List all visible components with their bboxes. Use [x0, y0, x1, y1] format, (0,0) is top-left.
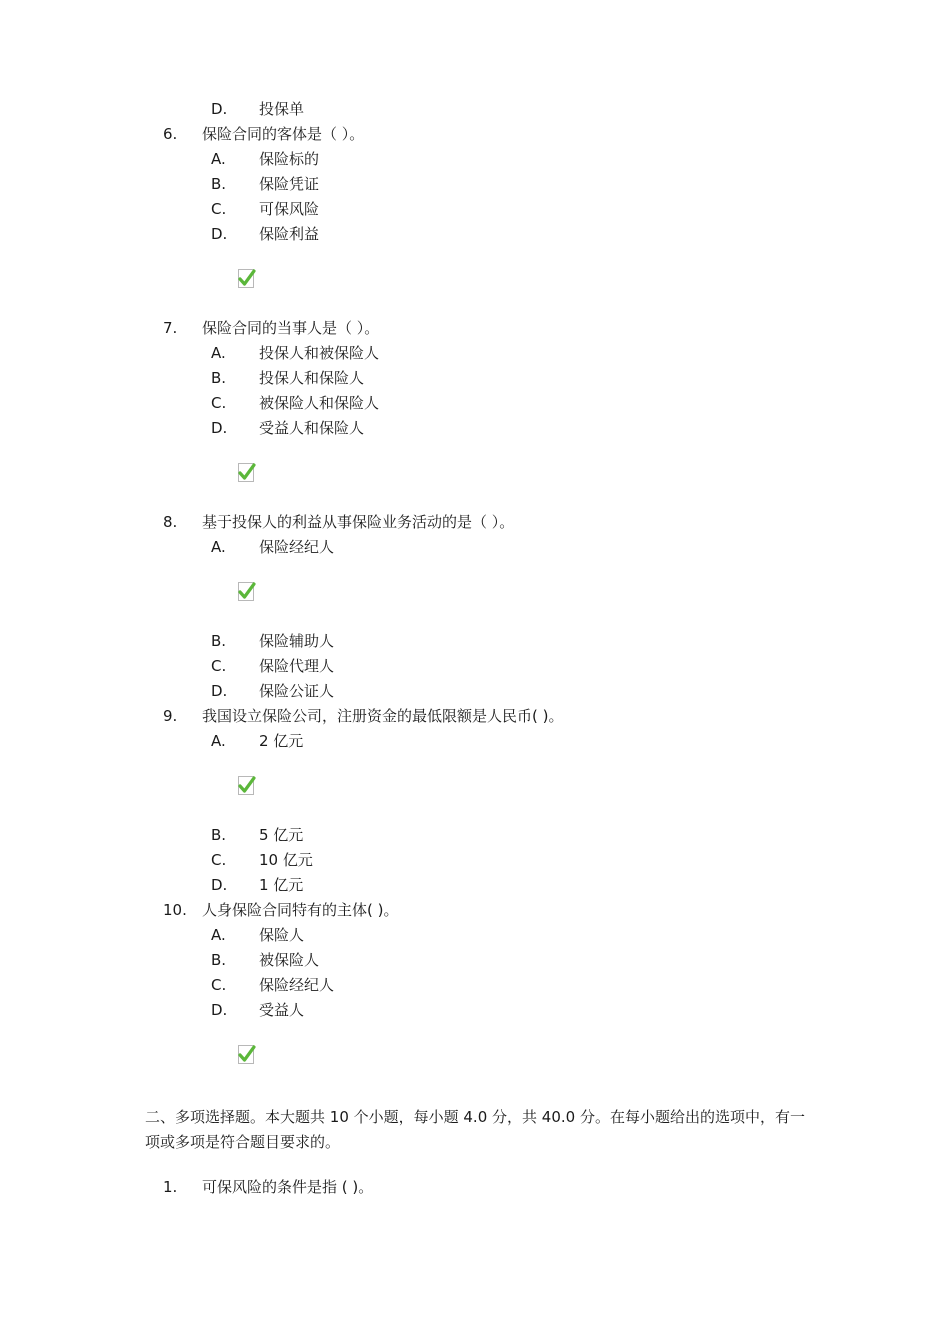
option-row — [0, 629, 950, 654]
question-number: 6. — [163, 125, 178, 143]
option-row — [0, 172, 950, 197]
question-text: 保险合同的客体是（ ）。 — [202, 125, 365, 143]
option-row — [0, 535, 950, 560]
option-letter: C. — [211, 657, 227, 675]
option-row — [0, 973, 950, 998]
question-text: 可保风险的条件是指 ( )。 — [202, 1178, 374, 1196]
option-row — [0, 341, 950, 366]
question-text: 基于投保人的利益从事保险业务活动的是（ ）。 — [202, 513, 515, 531]
check-icon — [238, 463, 254, 482]
option-letter: D. — [211, 1001, 228, 1019]
option-text: 投保人和保险人 — [259, 369, 365, 387]
option-row — [0, 416, 950, 441]
section-heading: 二、多项选择题。本大题共 10 个小题，每小题 4.0 分，共 40.0 分。在每小题给出的选项中，有一项或多项是符合题目要求的。 — [145, 1108, 805, 1151]
option-letter: B. — [211, 951, 227, 969]
check-icon — [238, 269, 254, 288]
answer-mark-row — [0, 441, 950, 510]
option-letter: D. — [211, 682, 228, 700]
option-letter: D. — [211, 876, 228, 894]
option-row — [0, 848, 950, 873]
question-number: 7. — [163, 319, 178, 337]
option-letter: B. — [211, 175, 227, 193]
document — [0, 97, 950, 1200]
question-text: 保险合同的当事人是（ ）。 — [202, 319, 380, 337]
option-row — [0, 391, 950, 416]
option-letter: C. — [211, 200, 227, 218]
option-row — [0, 147, 950, 172]
option-letter: D. — [211, 419, 228, 437]
question-7 — [0, 316, 950, 341]
option-text: 投保人和被保险人 — [259, 344, 380, 362]
option-text: 投保单 — [259, 100, 305, 118]
question-8 — [0, 510, 950, 535]
option-text: 10 亿元 — [259, 851, 313, 869]
question-6 — [0, 122, 950, 147]
option-text: 保险公证人 — [259, 682, 335, 700]
answer-mark-row — [0, 754, 950, 823]
option-letter: D. — [211, 225, 228, 243]
check-icon — [238, 776, 254, 795]
option-text: 保险经纪人 — [259, 538, 335, 556]
question-9 — [0, 704, 950, 729]
answer-mark-row — [0, 560, 950, 629]
option-row — [0, 197, 950, 222]
option-text: 保险经纪人 — [259, 976, 335, 994]
option-letter: B. — [211, 369, 227, 387]
option-letter: A. — [211, 926, 226, 944]
option-letter: D. — [211, 100, 228, 118]
question-number: 9. — [163, 707, 178, 725]
option-text: 受益人和保险人 — [259, 419, 365, 437]
option-text: 保险辅助人 — [259, 632, 335, 650]
option-row — [0, 873, 950, 898]
option-letter: C. — [211, 394, 227, 412]
question-1 — [0, 1175, 950, 1200]
option-letter: A. — [211, 538, 226, 556]
option-letter: C. — [211, 851, 227, 869]
option-row — [0, 654, 950, 679]
option-text: 受益人 — [259, 1001, 305, 1019]
option-text: 2 亿元 — [259, 732, 304, 750]
option-row — [0, 97, 950, 122]
option-text: 保险代理人 — [259, 657, 335, 675]
question-number: 1. — [163, 1178, 178, 1196]
option-text: 保险凭证 — [259, 175, 320, 193]
option-letter: B. — [211, 632, 227, 650]
option-text: 保险利益 — [259, 225, 320, 243]
option-row — [0, 679, 950, 704]
option-row — [0, 222, 950, 247]
option-text: 保险人 — [259, 926, 305, 944]
question-text: 人身保险合同特有的主体( )。 — [202, 901, 399, 919]
option-row — [0, 729, 950, 754]
check-icon — [238, 1045, 254, 1064]
check-icon — [238, 582, 254, 601]
question-number: 10. — [163, 901, 187, 919]
option-text: 可保风险 — [259, 200, 320, 218]
option-text: 5 亿元 — [259, 826, 304, 844]
option-row — [0, 366, 950, 391]
question-10 — [0, 898, 950, 923]
option-text: 1 亿元 — [259, 876, 304, 894]
question-text: 我国设立保险公司，注册资金的最低限额是人民币( )。 — [202, 707, 564, 725]
option-text: 被保险人和保险人 — [259, 394, 380, 412]
option-row — [0, 823, 950, 848]
question-number: 8. — [163, 513, 178, 531]
answer-mark-row — [0, 247, 950, 316]
option-letter: B. — [211, 826, 227, 844]
option-row — [0, 923, 950, 948]
option-letter: A. — [211, 732, 226, 750]
option-letter: A. — [211, 344, 226, 362]
option-row — [0, 948, 950, 973]
option-text: 被保险人 — [259, 951, 320, 969]
option-letter: C. — [211, 976, 227, 994]
answer-mark-row — [0, 1023, 950, 1092]
option-text: 保险标的 — [259, 150, 320, 168]
option-letter: A. — [211, 150, 226, 168]
option-row — [0, 998, 950, 1023]
